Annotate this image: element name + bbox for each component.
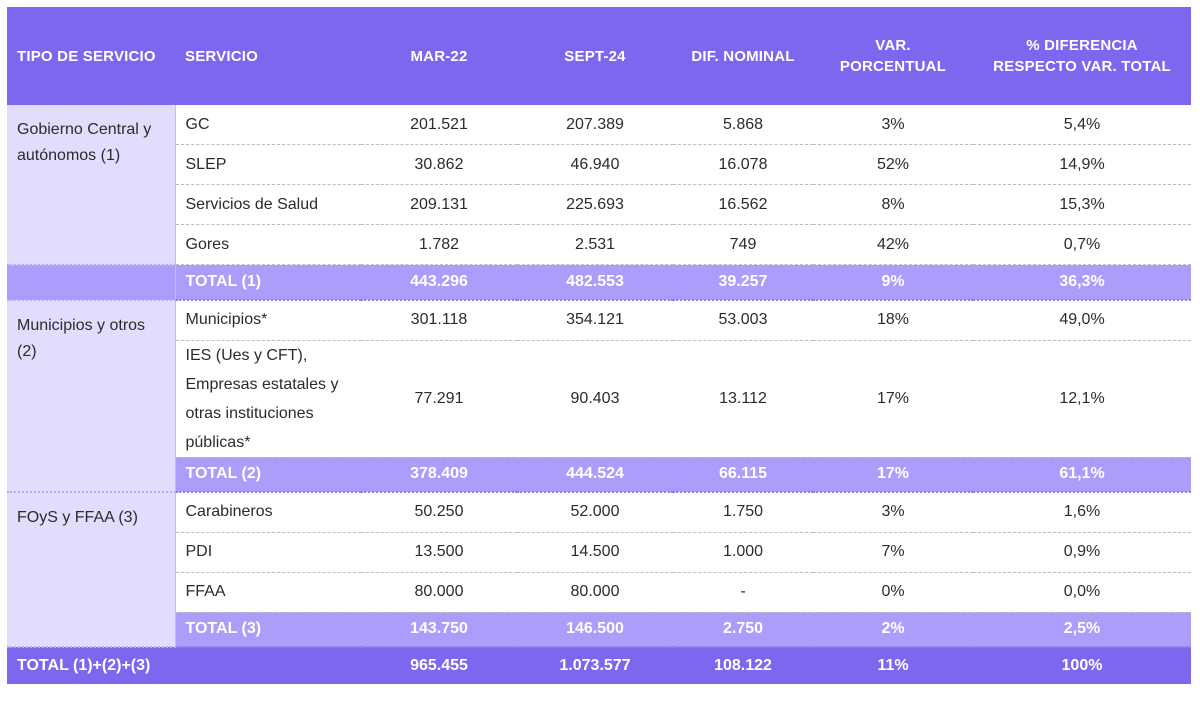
cell-mar22: 13.500 <box>361 532 517 572</box>
subtotal-pct: 36,3% <box>973 265 1191 300</box>
cell-pct: 49,0% <box>973 300 1191 341</box>
grand-total-var: 11% <box>813 647 973 684</box>
cell-mar22: 1.782 <box>361 225 517 265</box>
cell-var: 42% <box>813 225 973 265</box>
cell-mar22: 201.521 <box>361 105 517 145</box>
subtotal-mar22: 443.296 <box>361 265 517 300</box>
cell-servicio: PDI <box>175 532 361 572</box>
cell-sept24: 207.389 <box>517 105 673 145</box>
subtotal-pct: 2,5% <box>973 612 1191 647</box>
subtotal-row <box>7 612 1191 647</box>
cell-dif: 16.562 <box>673 185 813 225</box>
header-mar22: MAR-22 <box>361 7 517 105</box>
table-row <box>7 185 1191 225</box>
grand-total-sept24: 1.073.577 <box>517 647 673 684</box>
cell-dif: 13.112 <box>673 340 813 457</box>
cell-mar22: 209.131 <box>361 185 517 225</box>
cell-servicio: Servicios de Salud <box>175 185 361 225</box>
cell-sept24: 2.531 <box>517 225 673 265</box>
cell-servicio: Carabineros <box>175 492 361 533</box>
cell-mar22: 50.250 <box>361 492 517 533</box>
header-var-porcentual: VAR. PORCENTUAL <box>813 7 973 105</box>
subtotal-row <box>7 457 1191 492</box>
subtotal-dif: 2.750 <box>673 612 813 647</box>
cell-var: 0% <box>813 572 973 612</box>
cell-mar22: 30.862 <box>361 145 517 185</box>
header-pct-diferencia: % DIFERENCIA RESPECTO VAR. TOTAL <box>973 7 1191 105</box>
cell-servicio: GC <box>175 105 361 145</box>
cell-var: 17% <box>813 340 973 457</box>
cell-pct: 12,1% <box>973 340 1191 457</box>
group-label-foys: FOyS y FFAA (3) <box>7 492 175 647</box>
group-label-municipios: Municipios y otros (2) <box>7 300 175 492</box>
cell-dif: 5.868 <box>673 105 813 145</box>
cell-dif: 749 <box>673 225 813 265</box>
cell-dif: 53.003 <box>673 300 813 341</box>
subtotal-sept24: 146.500 <box>517 612 673 647</box>
cell-pct: 1,6% <box>973 492 1191 533</box>
cell-sept24: 80.000 <box>517 572 673 612</box>
grand-total-row <box>7 647 1191 684</box>
cell-var: 3% <box>813 105 973 145</box>
employment-table <box>7 7 1191 684</box>
header-dif-nominal: DIF. NOMINAL <box>673 7 813 105</box>
table-row <box>7 300 1191 341</box>
cell-var: 18% <box>813 300 973 341</box>
subtotal-mar22: 378.409 <box>361 457 517 492</box>
cell-pct: 0,0% <box>973 572 1191 612</box>
cell-pct: 0,7% <box>973 225 1191 265</box>
grand-total-label: TOTAL (1)+(2)+(3) <box>7 647 361 684</box>
cell-sept24: 90.403 <box>517 340 673 457</box>
cell-mar22: 77.291 <box>361 340 517 457</box>
cell-var: 52% <box>813 145 973 185</box>
cell-var: 7% <box>813 532 973 572</box>
subtotal-mar22: 143.750 <box>361 612 517 647</box>
table-row <box>7 225 1191 265</box>
cell-servicio: Municipios* <box>175 300 361 341</box>
table-row <box>7 145 1191 185</box>
subtotal-var: 9% <box>813 265 973 300</box>
subtotal-var: 17% <box>813 457 973 492</box>
cell-dif: - <box>673 572 813 612</box>
header-servicio: SERVICIO <box>175 7 361 105</box>
subtotal-label: TOTAL (2) <box>175 457 361 492</box>
table-row <box>7 532 1191 572</box>
grand-total-dif: 108.122 <box>673 647 813 684</box>
cell-sept24: 46.940 <box>517 145 673 185</box>
cell-mar22: 301.118 <box>361 300 517 341</box>
cell-dif: 1.000 <box>673 532 813 572</box>
cell-var: 8% <box>813 185 973 225</box>
cell-var: 3% <box>813 492 973 533</box>
subtotal-label: TOTAL (1) <box>175 265 361 300</box>
subtotal-sept24: 482.553 <box>517 265 673 300</box>
subtotal-dif: 66.115 <box>673 457 813 492</box>
table-row <box>7 105 1191 145</box>
cell-dif: 16.078 <box>673 145 813 185</box>
grand-total-mar22: 965.455 <box>361 647 517 684</box>
cell-mar22: 80.000 <box>361 572 517 612</box>
cell-pct: 0,9% <box>973 532 1191 572</box>
cell-pct: 5,4% <box>973 105 1191 145</box>
cell-pct: 15,3% <box>973 185 1191 225</box>
subtotal-row <box>7 265 1191 300</box>
grand-total-pct: 100% <box>973 647 1191 684</box>
cell-servicio: SLEP <box>175 145 361 185</box>
cell-pct: 14,9% <box>973 145 1191 185</box>
header-row <box>7 7 1191 105</box>
subtotal-pct: 61,1% <box>973 457 1191 492</box>
table-row <box>7 572 1191 612</box>
subtotal-label: TOTAL (3) <box>175 612 361 647</box>
group-label-gobierno: Gobierno Central y autónomos (1) <box>7 105 175 265</box>
cell-servicio: FFAA <box>175 572 361 612</box>
cell-servicio: Gores <box>175 225 361 265</box>
subtotal-var: 2% <box>813 612 973 647</box>
table-row <box>7 340 1191 457</box>
table-row <box>7 492 1191 533</box>
cell-servicio: IES (Ues y CFT), Empresas estatales y otras instituciones públicas* <box>175 340 361 457</box>
group-label-spacer <box>7 265 175 300</box>
cell-dif: 1.750 <box>673 492 813 533</box>
subtotal-sept24: 444.524 <box>517 457 673 492</box>
cell-sept24: 14.500 <box>517 532 673 572</box>
cell-sept24: 354.121 <box>517 300 673 341</box>
subtotal-dif: 39.257 <box>673 265 813 300</box>
header-sept24: SEPT-24 <box>517 7 673 105</box>
cell-sept24: 52.000 <box>517 492 673 533</box>
cell-sept24: 225.693 <box>517 185 673 225</box>
header-tipo: TIPO DE SERVICIO <box>7 7 175 105</box>
